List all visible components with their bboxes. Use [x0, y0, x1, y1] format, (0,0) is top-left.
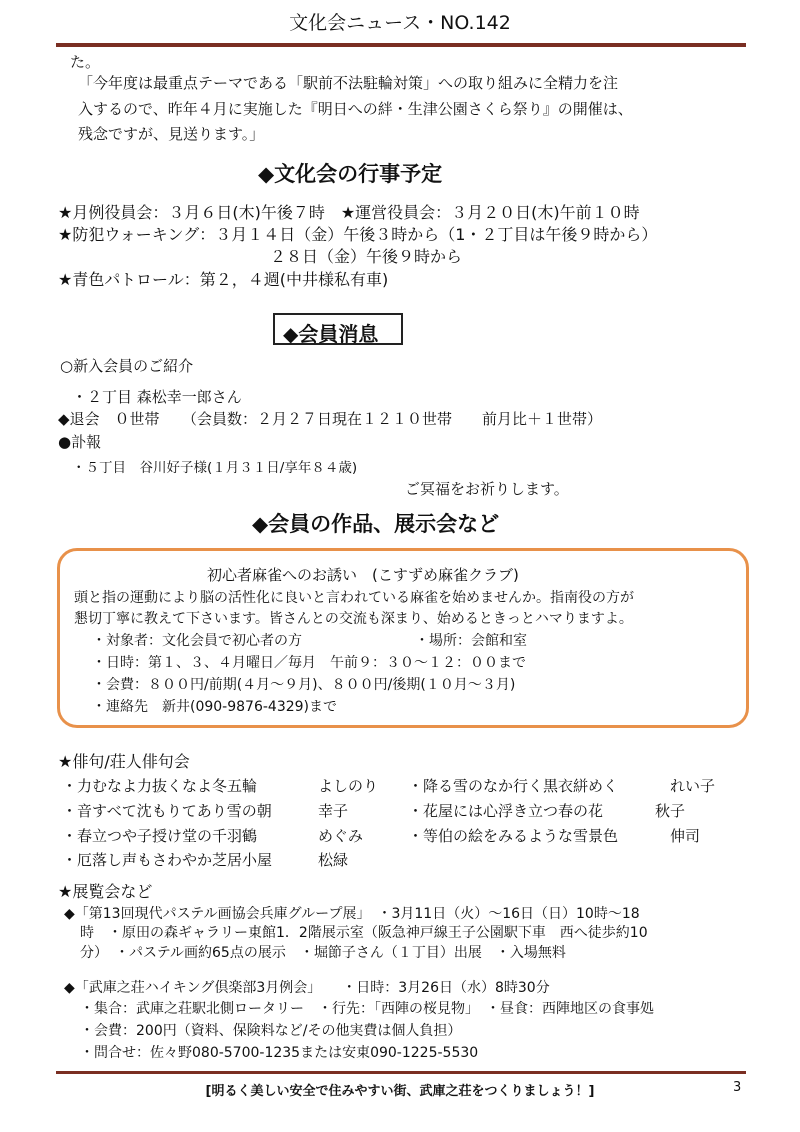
mahjong-fee: ・会費：８００円/前期(４月～９月)、８００円/後期(１０月～３月): [92, 677, 516, 693]
exhibit-2-line-2: ・集合：武庫之荘駅北側ロータリー ・行先：「西陣の桜見物」 ・昼食：西陣地区の食事処: [80, 1001, 654, 1017]
intro-line-4: 残念ですが、見送ります。」: [78, 125, 265, 143]
obituary-entry: ・５丁目 谷川好子様(１月３１日/享年８４歳): [72, 460, 358, 476]
intro-line-1: た。: [70, 53, 101, 71]
members-section-title: ◆会員消息: [283, 322, 379, 346]
haiku-poem: ・花屋には心浮き立つ春の花: [408, 802, 604, 820]
exhibit-2-line-3: ・会費：200円（資料、保険料など/その他実費は個人負担）: [80, 1023, 462, 1039]
obituary-label: ●訃報: [58, 433, 102, 451]
members-title-box: [273, 313, 403, 345]
events-line-3: ２８日（金）午後９時から: [270, 247, 463, 266]
haiku-section-title: ★俳句/荘人俳句会: [58, 752, 190, 771]
exhibit-1-line-2: 時 ・原田の森ギャラリー東館1．2階展示室（阪急神戸線王子公園駅下車 西へ徒歩約10: [80, 925, 648, 941]
mahjong-datetime: ・日時：第１、３、４月曜日／毎月 午前９：３０～１２：００まで: [92, 655, 526, 671]
mahjong-title: 初心者麻雀へのお誘い (こすずめ麻雀クラブ): [207, 566, 519, 584]
haiku-author: 伸司: [670, 827, 701, 845]
haiku-author: めぐみ: [318, 827, 364, 845]
haiku-author: 秋子: [655, 802, 686, 820]
events-line-1: ★月例役員会：３月６日(木)午後７時 ★運営役員会：３月２０日(木)午前１０時: [58, 203, 640, 222]
works-section-title: ◆会員の作品、展示会など: [252, 512, 500, 536]
haiku-poem: ・春立つや子授け堂の千羽鶴: [62, 827, 258, 845]
exhibit-2-line-4: ・問合せ：佐々野080-5700-1235または安東090-1225-5530: [80, 1045, 479, 1061]
events-section-title: ◆文化会の行事予定: [258, 162, 443, 186]
exhibit-1-line-1: ◆「第13回現代パステル画協会兵庫グループ展」 ・3月11日（火）～16日（日）10時～18: [64, 906, 640, 922]
exhibitions-section-title: ★展覧会など: [58, 882, 153, 901]
haiku-poem: ・音すべて沈もりてあり雪の朝: [62, 802, 272, 820]
intro-line-2: 「今年度は最重点テーマである「駅前不法駐輪対策」への取り組みに全精力を注: [78, 74, 619, 92]
mahjong-desc-1: 頭と指の運動により脳の活性化に良いと言われている麻雀を始めませんか。指南役の方が: [74, 590, 634, 606]
withdrawal-line: ◆退会 ０世帯 （会員数：２月２７日現在１２１０世帯 前月比＋１世帯）: [58, 410, 603, 428]
footer-rule: [56, 1071, 746, 1074]
haiku-author: 幸子: [318, 802, 349, 820]
mahjong-contact: ・連絡先 新井(090-9876-4329)まで: [92, 699, 338, 715]
footer-slogan: [明るく美しい安全で住みやすい街、武庫之荘をつくりましょう！]: [205, 1084, 595, 1099]
haiku-poem: ・力むなよ力抜くなよ冬五輪: [62, 777, 258, 795]
mahjong-target: ・対象者：文化会員で初心者の方: [92, 633, 302, 649]
haiku-poem: ・降る雪のなか行く黒衣絣めく: [408, 777, 619, 795]
haiku-author: れい子: [670, 777, 716, 795]
mahjong-desc-2: 懇切丁寧に教えて下さいます。皆さんとの交流も深まり、始めるときっとハマりますよ。: [74, 611, 633, 627]
intro-line-3: 入するので、昨年４月に実施した『明日への絆・生津公園さくら祭り』の開催は、: [78, 100, 633, 118]
header-rule: [56, 43, 746, 47]
exhibit-2-line-1: ◆「武庫之荘ハイキング倶楽部3月例会」 ・日時：3月26日（水）8時30分: [64, 980, 550, 996]
new-members-label: ○新入会員のご紹介: [60, 357, 194, 375]
haiku-author: よしのり: [318, 777, 379, 795]
exhibit-1-line-3: 分） ・パステル画約65点の展示 ・堀節子さん（１丁目）出展 ・入場無料: [80, 945, 566, 961]
condolence-text: ご冥福をお祈りします。: [405, 480, 569, 498]
mahjong-place: ・場所：会館和室: [415, 633, 527, 649]
haiku-poem: ・厄落し声もさわやか芝居小屋: [62, 851, 273, 869]
haiku-poem: ・等伯の絵をみるような雪景色: [408, 827, 619, 845]
haiku-author: 松緑: [318, 851, 349, 869]
page-number: 3: [733, 1080, 742, 1095]
page-header-title: 文化会ニュース・NO.142: [289, 12, 511, 34]
events-line-4: ★青色パトロール：第２，４週(中井様私有車): [58, 270, 389, 289]
new-member-entry: ・２丁目 森松幸一郎さん: [72, 388, 242, 406]
events-line-2: ★防犯ウォーキング：３月１４日（金）午後３時から（1・２丁目は午後９時から）: [58, 225, 658, 244]
